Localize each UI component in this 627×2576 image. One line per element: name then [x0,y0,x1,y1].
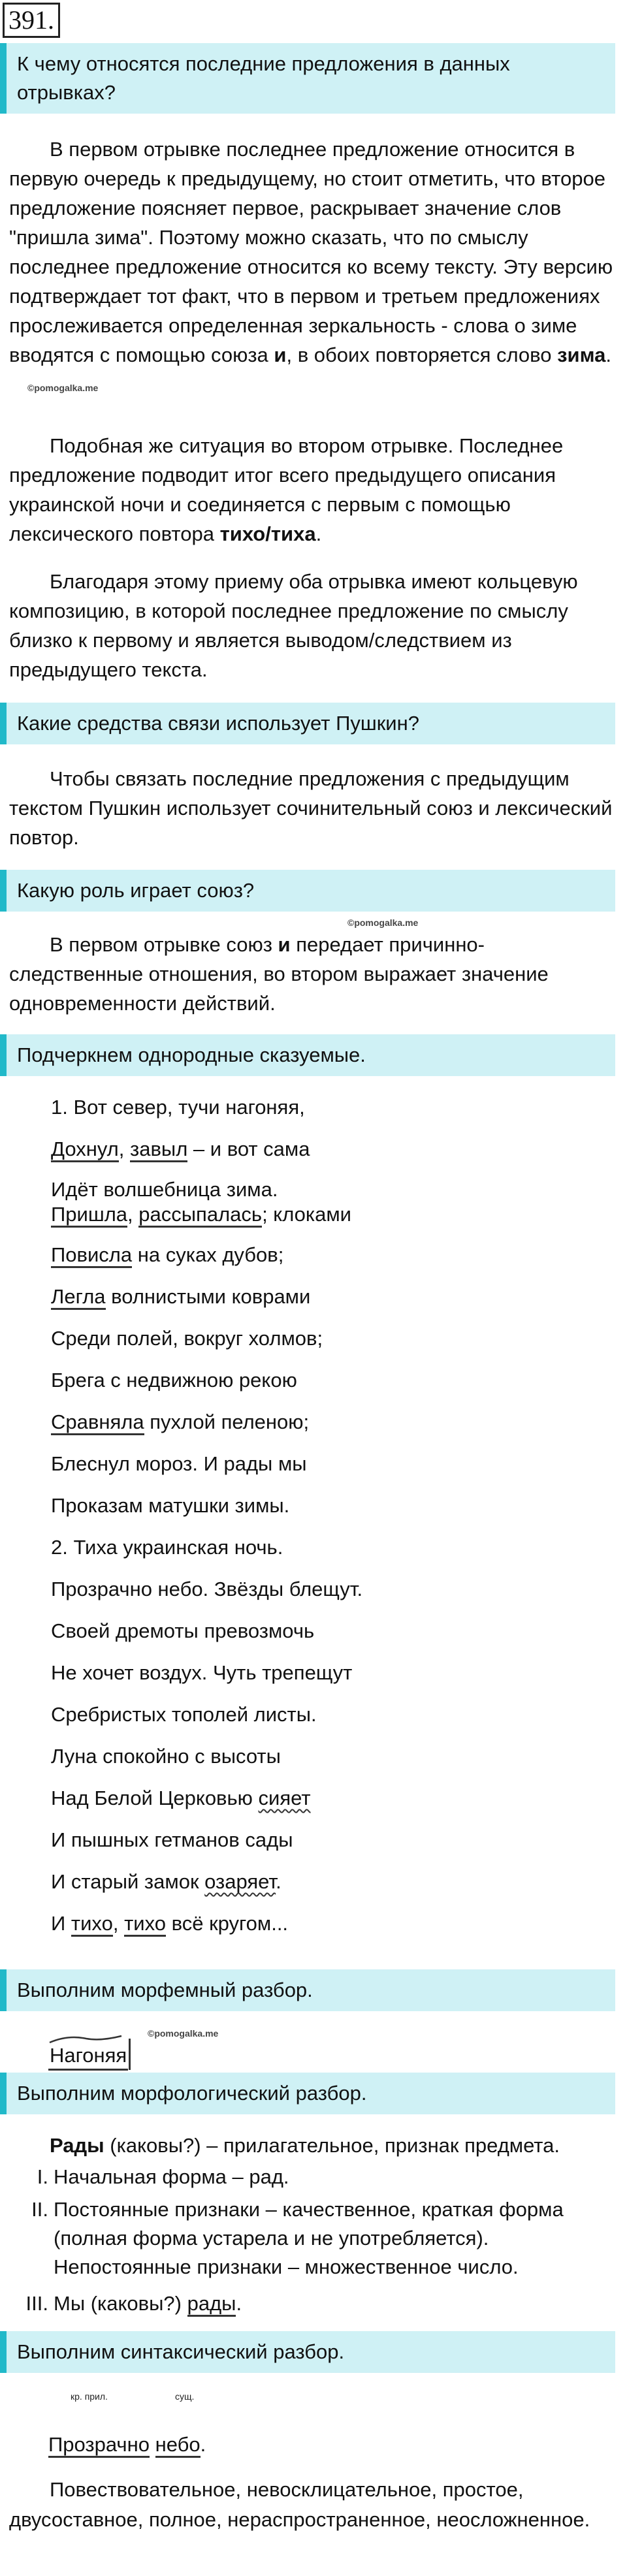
part-of-speech-label: кр. прил. [71,2391,108,2402]
watermark: ©pomogalka.me [27,383,99,393]
predicate-underline: Повисла [51,1243,132,1268]
poem-line: Сравняла пухлой пеленою; [51,1409,309,1435]
section-header-q6: Выполним морфологический разбор. [0,2073,615,2114]
poem-line: Повисла на суках дубов; [51,1242,283,1268]
task-number: 391. [3,3,60,38]
predicate-underline: завыл [130,1137,187,1162]
poem-line: 2. Тиха украинская ночь. [51,1536,283,1559]
predicate-underline: Пришла [51,1203,127,1228]
subject-underline: небо [155,2433,201,2458]
poem-line: Проказам матушки зимы. [51,1494,290,1517]
poem-line: Луна спокойно с высоты [51,1745,281,1768]
poem-line: Своей дремоты превозмочь [51,1619,315,1642]
syntax-description: Повествовательное, невосклицательное, простое, двусоставное, полное, нераспространенное, неосложненное. [9,2478,590,2531]
section-header-q3: Какую роль играет союз? [0,870,615,912]
predicate-underline: Дохнул [51,1137,119,1162]
poem-line: 1. Вот север, тучи нагоняя, [51,1096,305,1119]
predicate-underline: сияет [258,1787,311,1809]
poem-line: Не хочет воздух. Чуть трепещут [51,1661,353,1684]
poem-line: Дохнул, завыл – и вот сама [51,1136,310,1162]
part-of-speech-label: сущ. [175,2391,195,2402]
answer2-paragraph: Чтобы связать последние предложения с предыдущим текстом Пушкин использует сочинительный союз и лексический повтор. [9,767,613,849]
poem-line: Пришла, рассыпалась; клоками [51,1201,351,1228]
section-header-q1: К чему относятся последние предложения в данных отрывках? [0,43,615,114]
syntax-sentence: Прозрачно небо. [48,2432,206,2458]
answer1-paragraph1: В первом отрывке последнее предложение относится в первую очередь к предыдущему, но стоит отметить, что второе предложение поясняет первое, раскрывает значение слов "пришла зима". Поэтому можно сказать, что по смыслу последнее предложение относится ко всему тексту. Эту версию подтверждает тот факт, что в первом и третьем предложениях прослеживается определенная зеркальность - слова о зиме вводятся с помощью союза и, в обоих повторяется слово зима. ©pomogalka.me [9,138,613,393]
predicate-underline: рассыпалась [138,1203,262,1228]
answer1-paragraph2: Подобная же ситуация во втором отрывке. Последнее предложение подводит итог всего предыдущего описания украинской ночи и соединяется с первым с помощью лексического повтора тихо/тиха. [9,434,564,545]
poem-line: Над Белой Церковью сияет [51,1787,311,1809]
morpheme-word: Нагоняя [48,2043,128,2071]
root-arc-icon [48,2035,123,2044]
section-header-q2: Какие средства связи использует Пушкин? [0,703,615,744]
answer3-paragraph: В первом отрывке союз и передает причинно-следственные отношения, во втором выражает значение одновременности действий. [9,933,549,1015]
predicate-underline: Прозрачно [48,2433,150,2458]
poem-line: И пышных гетманов сады [51,1828,293,1851]
watermark: ©pomogalka.me [148,2028,219,2039]
poem-line: Брега с недвижною рекою [51,1369,297,1391]
section-header-q7: Выполним синтаксический разбор. [0,2331,615,2373]
answer1-paragraph3: Благодаря этому приему оба отрывка имеют кольцевую композицию, в которой последнее предложение по смыслу близко к первому и является выводом/следствием из предыдущего текста. [9,570,578,681]
section-header-q4: Подчеркнем однородные сказуемые. [0,1034,615,1076]
poem-line: Идёт волшебница зима. [51,1178,278,1201]
poem-line: И старый замок озаряет. [51,1870,281,1893]
predicate-underline: Сравняла [51,1410,144,1435]
page: 391. К чему относятся последние предложения в данных отрывках? В первом отрывке последнее предложение относится в первую очередь к предыдущему, но стоит отметить, что второе предложение поясняет первое, раскрывает значение слов "пришла зима". Поэтому можно сказать, что по смыслу последнее предложение относится ко всему тексту. Эту версию подтверждает тот факт, что в первом и третьем предложениях прослеживается определенная зеркальность - слова о зиме вводятся с помощью союза и, в обоих повторяется слово зима. ©pomogalka.me Подобная же ситуация во втором отрывке. Последнее предложение подводит итог всего предыдущего описания украинской ночи и соединяется с первым с помощью лексического повтора тихо/тиха. Благодаря этому приему оба отрывка имеют кольцевую композицию, в которой последнее предложение по смыслу близко к первому и является выводом/следствием из предыдущего текста. Какие средства связи использует Пушкин? Чтобы связать последние предложения с предыдущим текстом Пушкин использует сочинительный союз и лексический повтор. Какую роль играет союз? ©pomogalka.me В первом отрывке союз и передает причинно-следственные отношения, во втором выражает значение одновременности действий. Подчеркнем однородные сказуемые. 1. Вот север, тучи нагоняя, Дохнул, завыл – и вот сама Идёт волшебница зима. Пришла, рассыпалась; клоками Повисла на суках дубов; Легла волнистыми коврами Среди полей, вокруг холмов; Брега с недвижною рекою Сравняла пухлой пеленою; Блеснул мороз. И рады мы Проказам матушки зимы. 2. Тиха украинская ночь. Прозрачно небо. Звёзды блещут. Своей дремоты превозмочь Не хочет воздух. Чуть трепещут Сребристых тополей листы. Луна спокойно с высоты Над Белой Церковью сияет И пышных гетманов сады И старый замок озаряет. И тихо, тихо всё кругом... Выполним морфемный разбор. Нагоняя ©pomogalka.me Выполним морфологический разбор. Рады (каковы?) – прилагательное, признак предмета. I. Начальная форма – рад. II. Постоянные признаки – качественное, краткая форма (полная форма устарела и не употребляется). Непостоянные признаки – множественное число. III. Мы (каковы?) рады. Выполним синтаксический разбор. кр. прил. сущ. Прозрачно небо. Повествовательное, невосклицательное, простое, двусоставное, полное, нераспространенное, неосложненное. [0,0,627,2576]
adverb-underline: тихо [71,1912,113,1937]
predicate-underline: озаряет [204,1870,276,1893]
poem-line: Среди полей, вокруг холмов; [51,1327,323,1350]
watermark: ©pomogalka.me [347,917,419,928]
section-header-q5: Выполним морфемный разбор. [0,1969,615,2011]
suffix-bracket-icon [129,2039,131,2070]
adverb-underline: тихо [124,1912,166,1937]
poem-line: И тихо, тихо всё кругом... [51,1911,288,1937]
poem-line: Легла волнистыми коврами [51,1284,310,1310]
poem-line: Сребристых тополей листы. [51,1703,317,1726]
predicate-underline: Легла [51,1285,106,1310]
morpheme-analysis [48,2043,128,2071]
poem-line: Прозрачно небо. Звёзды блещут. [51,1578,363,1600]
predicate-underline: рады [187,2292,236,2317]
poem-line: Блеснул мороз. И рады мы [51,1452,307,1475]
